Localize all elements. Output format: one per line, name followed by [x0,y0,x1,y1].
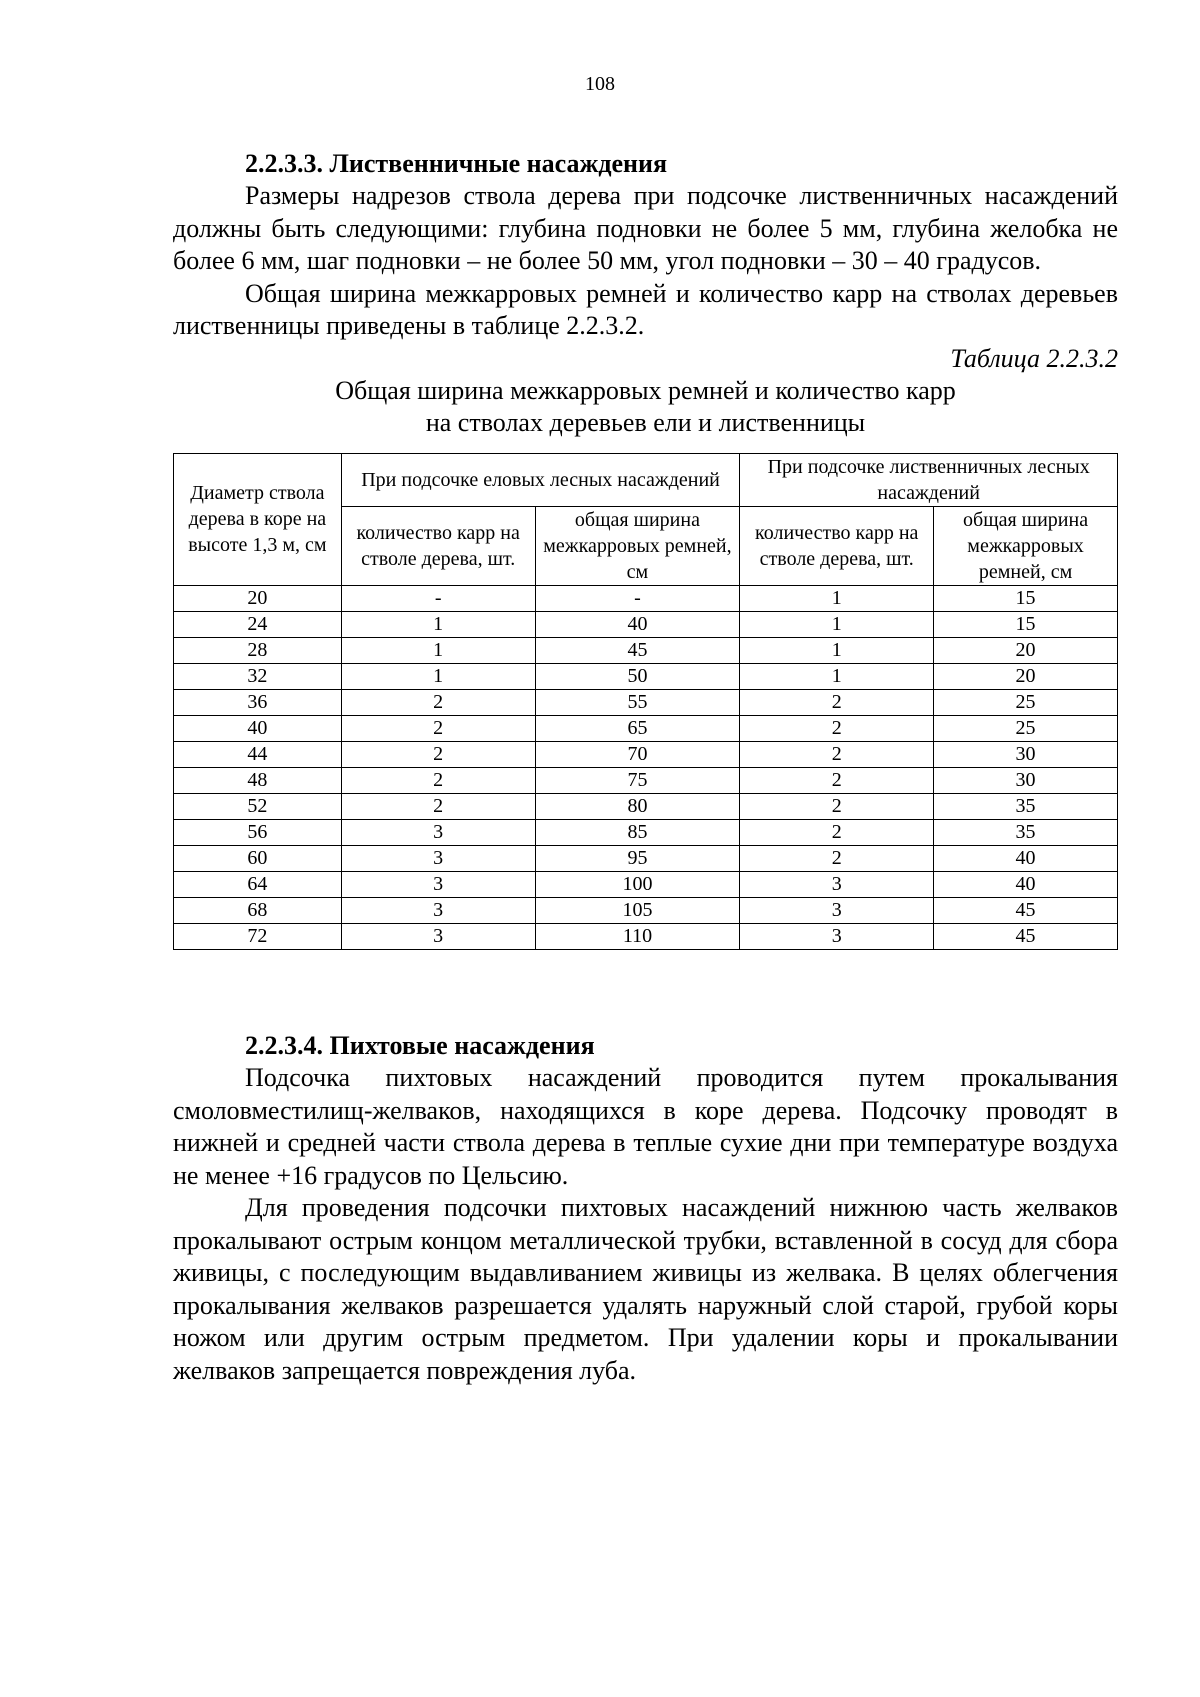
table-cell: 3 [341,845,535,871]
table-cell: 85 [535,819,740,845]
table-cell: 1 [341,611,535,637]
data-table [173,453,1118,950]
table-cell: 3 [740,871,934,897]
table-cell: 30 [934,767,1118,793]
table-cell: 20 [934,637,1118,663]
table-cell: 70 [535,741,740,767]
table-cell: 35 [934,819,1118,845]
table-cell: 1 [740,663,934,689]
table-cell: 45 [535,637,740,663]
subheader-width-larch: общая ширина межкарровых ремней, см [934,506,1118,585]
table-row [174,637,1118,663]
table-cell: 3 [341,819,535,845]
table-cell: 36 [174,689,342,715]
table-row [174,689,1118,715]
table-row [174,585,1118,611]
header-diameter: Диаметр ствола дерева в коре на высоте 1,3 м, см [174,453,342,585]
table-cell: 105 [535,897,740,923]
table-cell: 20 [934,663,1118,689]
section-fir [173,1030,1118,1387]
table-cell: 56 [174,819,342,845]
subheader-count-spruce: количество карр на стволе дерева, шт. [341,506,535,585]
table-cell: 75 [535,767,740,793]
table-cell: 25 [934,689,1118,715]
table-row [174,845,1118,871]
table-cell: 72 [174,923,342,949]
table-row [174,793,1118,819]
table-cell: 1 [341,637,535,663]
table-cell: 2 [740,689,934,715]
table-label: Таблица 2.2.3.2 [950,343,1118,373]
table-title-line-2: на стволах деревьев ели и лиственницы [425,407,866,437]
table-cell: 68 [174,897,342,923]
paragraph-fir-method: Подсочка пихтовых насаждений проводится путем прокалывания смоловместилищ-желваков, находящихся в коре дерева. Подсочку проводят в нижней и средней части ствола дерева в теплые сухие дни при температуре воздуха не менее +16 градусов по Цельсию. [173,1063,1118,1190]
table-row [174,663,1118,689]
table-cell: 35 [934,793,1118,819]
table-row [174,871,1118,897]
table-cell: 2 [341,793,535,819]
table-cell: 2 [740,793,934,819]
table-cell: - [535,585,740,611]
table-cell: 3 [341,871,535,897]
table-row [174,741,1118,767]
table-cell: 40 [535,611,740,637]
table-cell: 40 [174,715,342,741]
page-number: 108 [585,73,615,95]
table-cell: 52 [174,793,342,819]
table-row [174,819,1118,845]
table-cell: 2 [341,767,535,793]
table-cell: 60 [174,845,342,871]
table-cell: 15 [934,585,1118,611]
table-cell: 40 [934,845,1118,871]
table-row [174,897,1118,923]
table-cell: 95 [535,845,740,871]
table-cell: 1 [740,637,934,663]
table-cell: - [341,585,535,611]
table-cell: 2 [740,819,934,845]
table-row [174,767,1118,793]
section-heading-larch: 2.2.3.3. Лиственничные насаждения [245,149,668,178]
table-cell: 2 [341,741,535,767]
table-cell: 30 [934,741,1118,767]
table-cell: 48 [174,767,342,793]
table-row [174,923,1118,949]
table-cell: 3 [740,923,934,949]
subheader-width-spruce: общая ширина межкарровых ремней, см [535,506,740,585]
table-cell: 2 [740,715,934,741]
paragraph-larch-cut-sizes: Размеры надрезов ствола дерева при подсочке лиственничных насаждений должны быть следующими: глубина подновки не более 5 мм, глубина желобка не более 6 мм, шаг подновки – не более 50 мм, угол подновки – 30 – 40 градусов. [173,181,1118,275]
subheader-count-larch: количество карр на стволе дерева, шт. [740,506,934,585]
table-cell: 28 [174,637,342,663]
table-cell: 64 [174,871,342,897]
table-cell: 1 [740,585,934,611]
paragraph-fir-procedure: Для проведения подсочки пихтовых насаждений нижнюю часть желваков прокалывают острым концом металлической трубки, вставленной в сосуд для сбора живицы, с последующим выдавливанием живицы из желвака. В целях облегчения прокалывания желваков разрешается удалять наружный слой старой, грубой коры ножом или другим острым предметом. При удалении коры и прокалывании желваков запрещается повреждения луба. [173,1193,1118,1385]
table-cell: 2 [740,767,934,793]
header-spruce: При подсочке еловых лесных насаждений [341,453,740,506]
table-title-line-1: Общая ширина межкарровых ремней и количество карр [335,375,956,405]
table-cell: 55 [535,689,740,715]
section-larch [173,148,1118,950]
table-title [173,375,1118,439]
table-cell: 2 [341,715,535,741]
table-cell: 50 [535,663,740,689]
table-cell: 24 [174,611,342,637]
table-cell: 25 [934,715,1118,741]
table-cell: 20 [174,585,342,611]
table-cell: 2 [341,689,535,715]
table-cell: 45 [934,897,1118,923]
table-cell: 65 [535,715,740,741]
table-cell: 32 [174,663,342,689]
table-cell: 1 [341,663,535,689]
table-cell: 3 [341,923,535,949]
table-cell: 45 [934,923,1118,949]
table-row [174,715,1118,741]
table-cell: 110 [535,923,740,949]
header-larch: При подсочке лиственничных лесных насаждений [740,453,1118,506]
table-row [174,611,1118,637]
table-cell: 1 [740,611,934,637]
table-cell: 2 [740,845,934,871]
table-cell: 40 [934,871,1118,897]
table-body [174,585,1118,949]
table-cell: 100 [535,871,740,897]
section-heading-fir: 2.2.3.4. Пихтовые насаждения [245,1031,595,1060]
table-cell: 15 [934,611,1118,637]
table-cell: 44 [174,741,342,767]
table-cell: 2 [740,741,934,767]
paragraph-larch-table-ref: Общая ширина межкарровых ремней и количество карр на стволах деревьев лиственницы приведены в таблице 2.2.3.2. [173,278,1118,340]
table-cell: 3 [341,897,535,923]
table-cell: 80 [535,793,740,819]
table-cell: 3 [740,897,934,923]
